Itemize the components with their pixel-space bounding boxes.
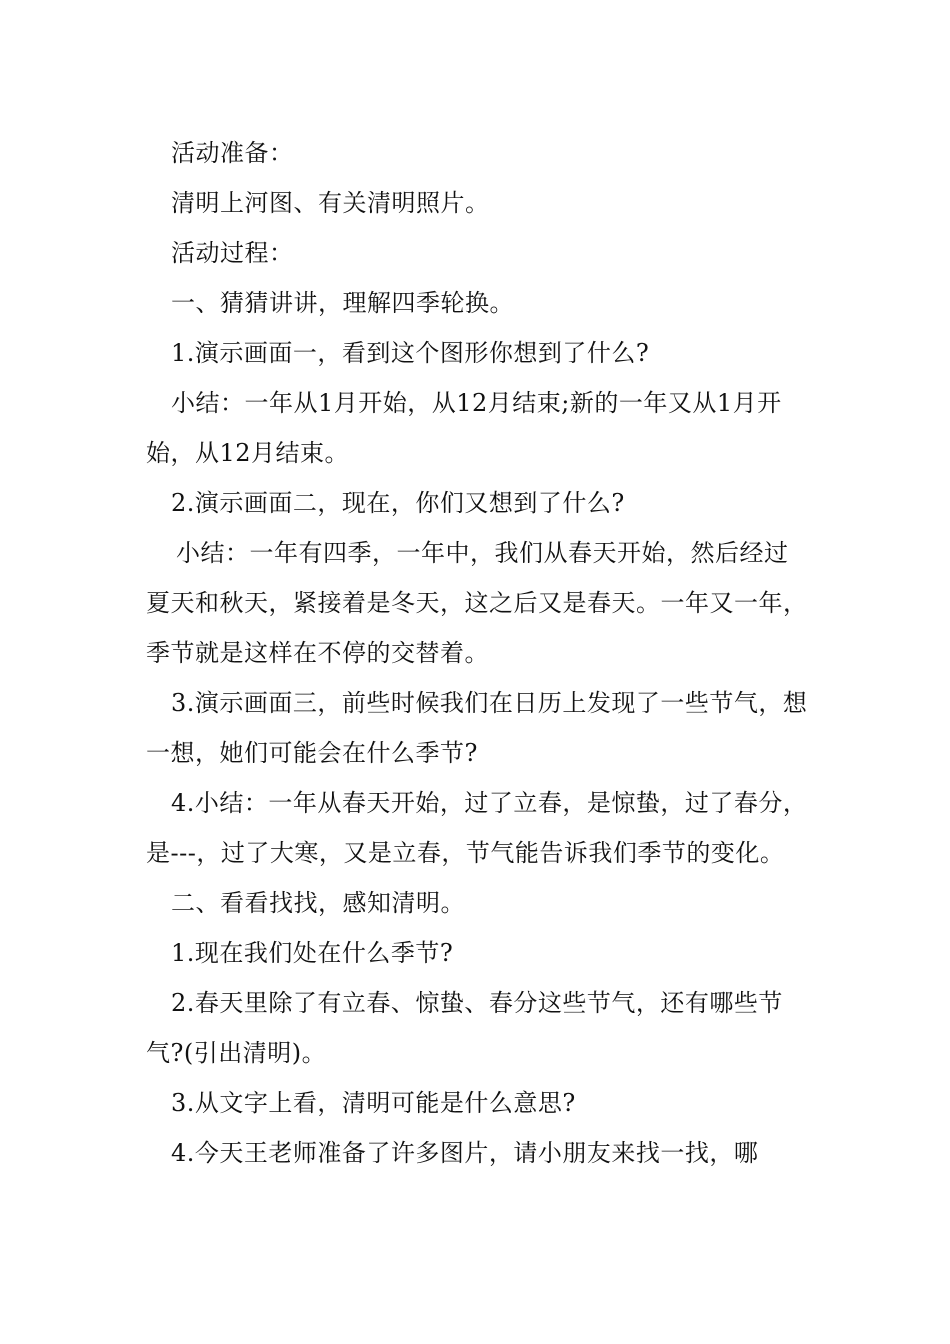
paragraph-section-one-heading: 一、猜猜讲讲，理解四季轮换。	[171, 289, 514, 317]
document-body	[146, 128, 811, 1178]
paragraph-step-4-summary: 4.小结：一年从春天开始，过了立春，是惊蛰，过了春分，是---，过了大寒，又是立春，节气能告诉我们季节的变化。	[146, 789, 808, 867]
paragraph-step-3: 3.演示画面三，前些时候我们在日历上发现了一些节气，想一想，她们可能会在什么季节?	[146, 689, 808, 767]
paragraph-question-1: 1.现在我们处在什么季节?	[171, 939, 454, 967]
paragraph-summary-2: 小结：一年有四季，一年中，我们从春天开始，然后经过夏天和秋天，紧接着是冬天，这之后又是春天。一年又一年，季节就是这样在不停的交替着。	[146, 539, 808, 667]
paragraph-question-4: 4.今天王老师准备了许多图片，请小朋友来找一找，哪	[171, 1139, 759, 1167]
paragraph-summary-1: 小结：一年从1月开始，从12月结束;新的一年又从1月开始，从12月结束。	[146, 389, 782, 467]
paragraph-question-3: 3.从文字上看，清明可能是什么意思?	[171, 1089, 576, 1117]
paragraph-preparation-materials: 清明上河图、有关清明照片。	[171, 189, 490, 217]
paragraph-section-two-heading: 二、看看找找，感知清明。	[171, 889, 465, 917]
paragraph-step-1: 1.演示画面一，看到这个图形你想到了什么?	[171, 339, 650, 367]
paragraph-question-2: 2.春天里除了有立春、惊蛰、春分这些节气，还有哪些节气?(引出清明)。	[146, 989, 783, 1067]
paragraph-activity-preparation-heading: 活动准备：	[171, 139, 294, 167]
paragraph-step-2: 2.演示画面二，现在，你们又想到了什么?	[171, 489, 625, 517]
paragraph-activity-process-heading: 活动过程：	[171, 239, 294, 267]
